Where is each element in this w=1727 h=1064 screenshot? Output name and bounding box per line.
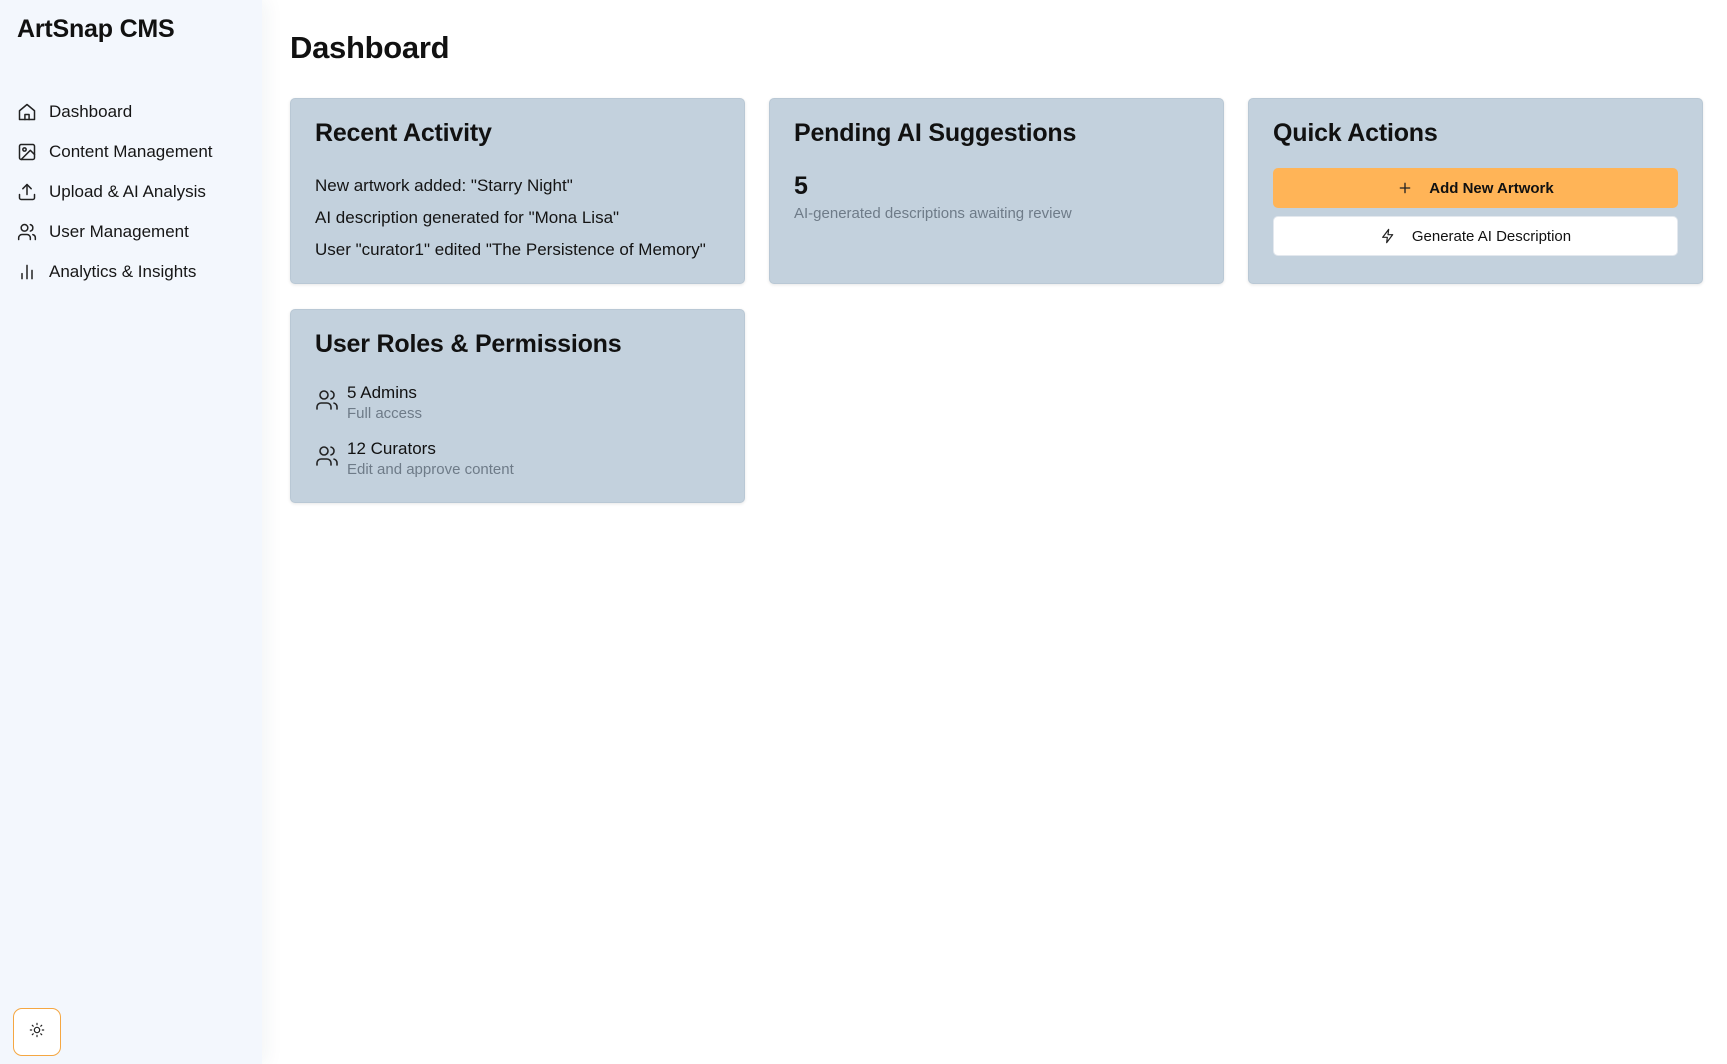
role-description: Full access — [347, 405, 423, 422]
generate-ai-description-button[interactable] — [1273, 216, 1678, 256]
sidebar-item-label: Content Management — [49, 142, 213, 161]
zap-icon — [1380, 228, 1396, 244]
users-icon — [315, 444, 339, 468]
card-title: User Roles & Permissions — [315, 330, 622, 358]
sidebar-nav — [17, 92, 213, 292]
users-icon — [17, 222, 37, 242]
button-label: Generate AI Description — [1411, 227, 1572, 245]
recent-activity-card — [290, 98, 745, 284]
image-icon — [17, 142, 37, 162]
sidebar — [0, 0, 262, 1064]
plus-icon — [1397, 180, 1413, 196]
user-roles-card — [290, 309, 745, 503]
sidebar-item-label: Dashboard — [49, 102, 133, 121]
sidebar-item-label: User Management — [49, 222, 189, 241]
bar-chart-icon — [17, 262, 37, 282]
page-title: Dashboard — [290, 30, 450, 65]
activity-item: AI description generated for "Mona Lisa" — [315, 208, 620, 227]
sidebar-item-label: Analytics & Insights — [49, 262, 197, 281]
upload-icon — [17, 182, 37, 202]
sidebar-item-upload[interactable] — [17, 172, 213, 212]
card-title: Pending AI Suggestions — [794, 119, 1077, 147]
activity-list — [315, 170, 720, 266]
role-text — [347, 383, 422, 425]
activity-item: New artwork added: "Starry Night" — [315, 176, 573, 195]
role-name: 12 Curators — [347, 439, 436, 458]
role-list — [315, 383, 720, 481]
sidebar-item-analytics[interactable] — [17, 252, 213, 292]
button-label: Add New Artwork — [1429, 179, 1554, 197]
sidebar-item-dashboard[interactable] — [17, 92, 213, 132]
activity-item: User "curator1" edited "The Persistence of Memory" — [315, 240, 706, 259]
role-name: 5 Admins — [347, 383, 417, 402]
pending-description: AI-generated descriptions awaiting review — [794, 205, 1072, 222]
home-icon — [17, 102, 37, 122]
role-text — [347, 439, 514, 481]
add-artwork-button[interactable] — [1273, 168, 1678, 208]
brand-title: ArtSnap CMS — [17, 15, 175, 43]
users-icon — [315, 388, 339, 412]
quick-actions-card — [1248, 98, 1703, 284]
sidebar-item-content-management[interactable] — [17, 132, 213, 172]
role-item-admins — [315, 383, 720, 425]
sun-icon — [29, 1022, 45, 1043]
main-content — [262, 0, 1727, 1064]
theme-toggle-button[interactable] — [13, 1008, 61, 1056]
card-title: Quick Actions — [1273, 119, 1438, 147]
role-description: Edit and approve content — [347, 461, 514, 478]
card-title: Recent Activity — [315, 119, 492, 147]
sidebar-item-user-management[interactable] — [17, 212, 213, 252]
pending-count: 5 — [794, 172, 808, 200]
sidebar-item-label: Upload & AI Analysis — [49, 182, 206, 201]
role-item-curators — [315, 439, 720, 481]
pending-suggestions-card — [769, 98, 1224, 284]
